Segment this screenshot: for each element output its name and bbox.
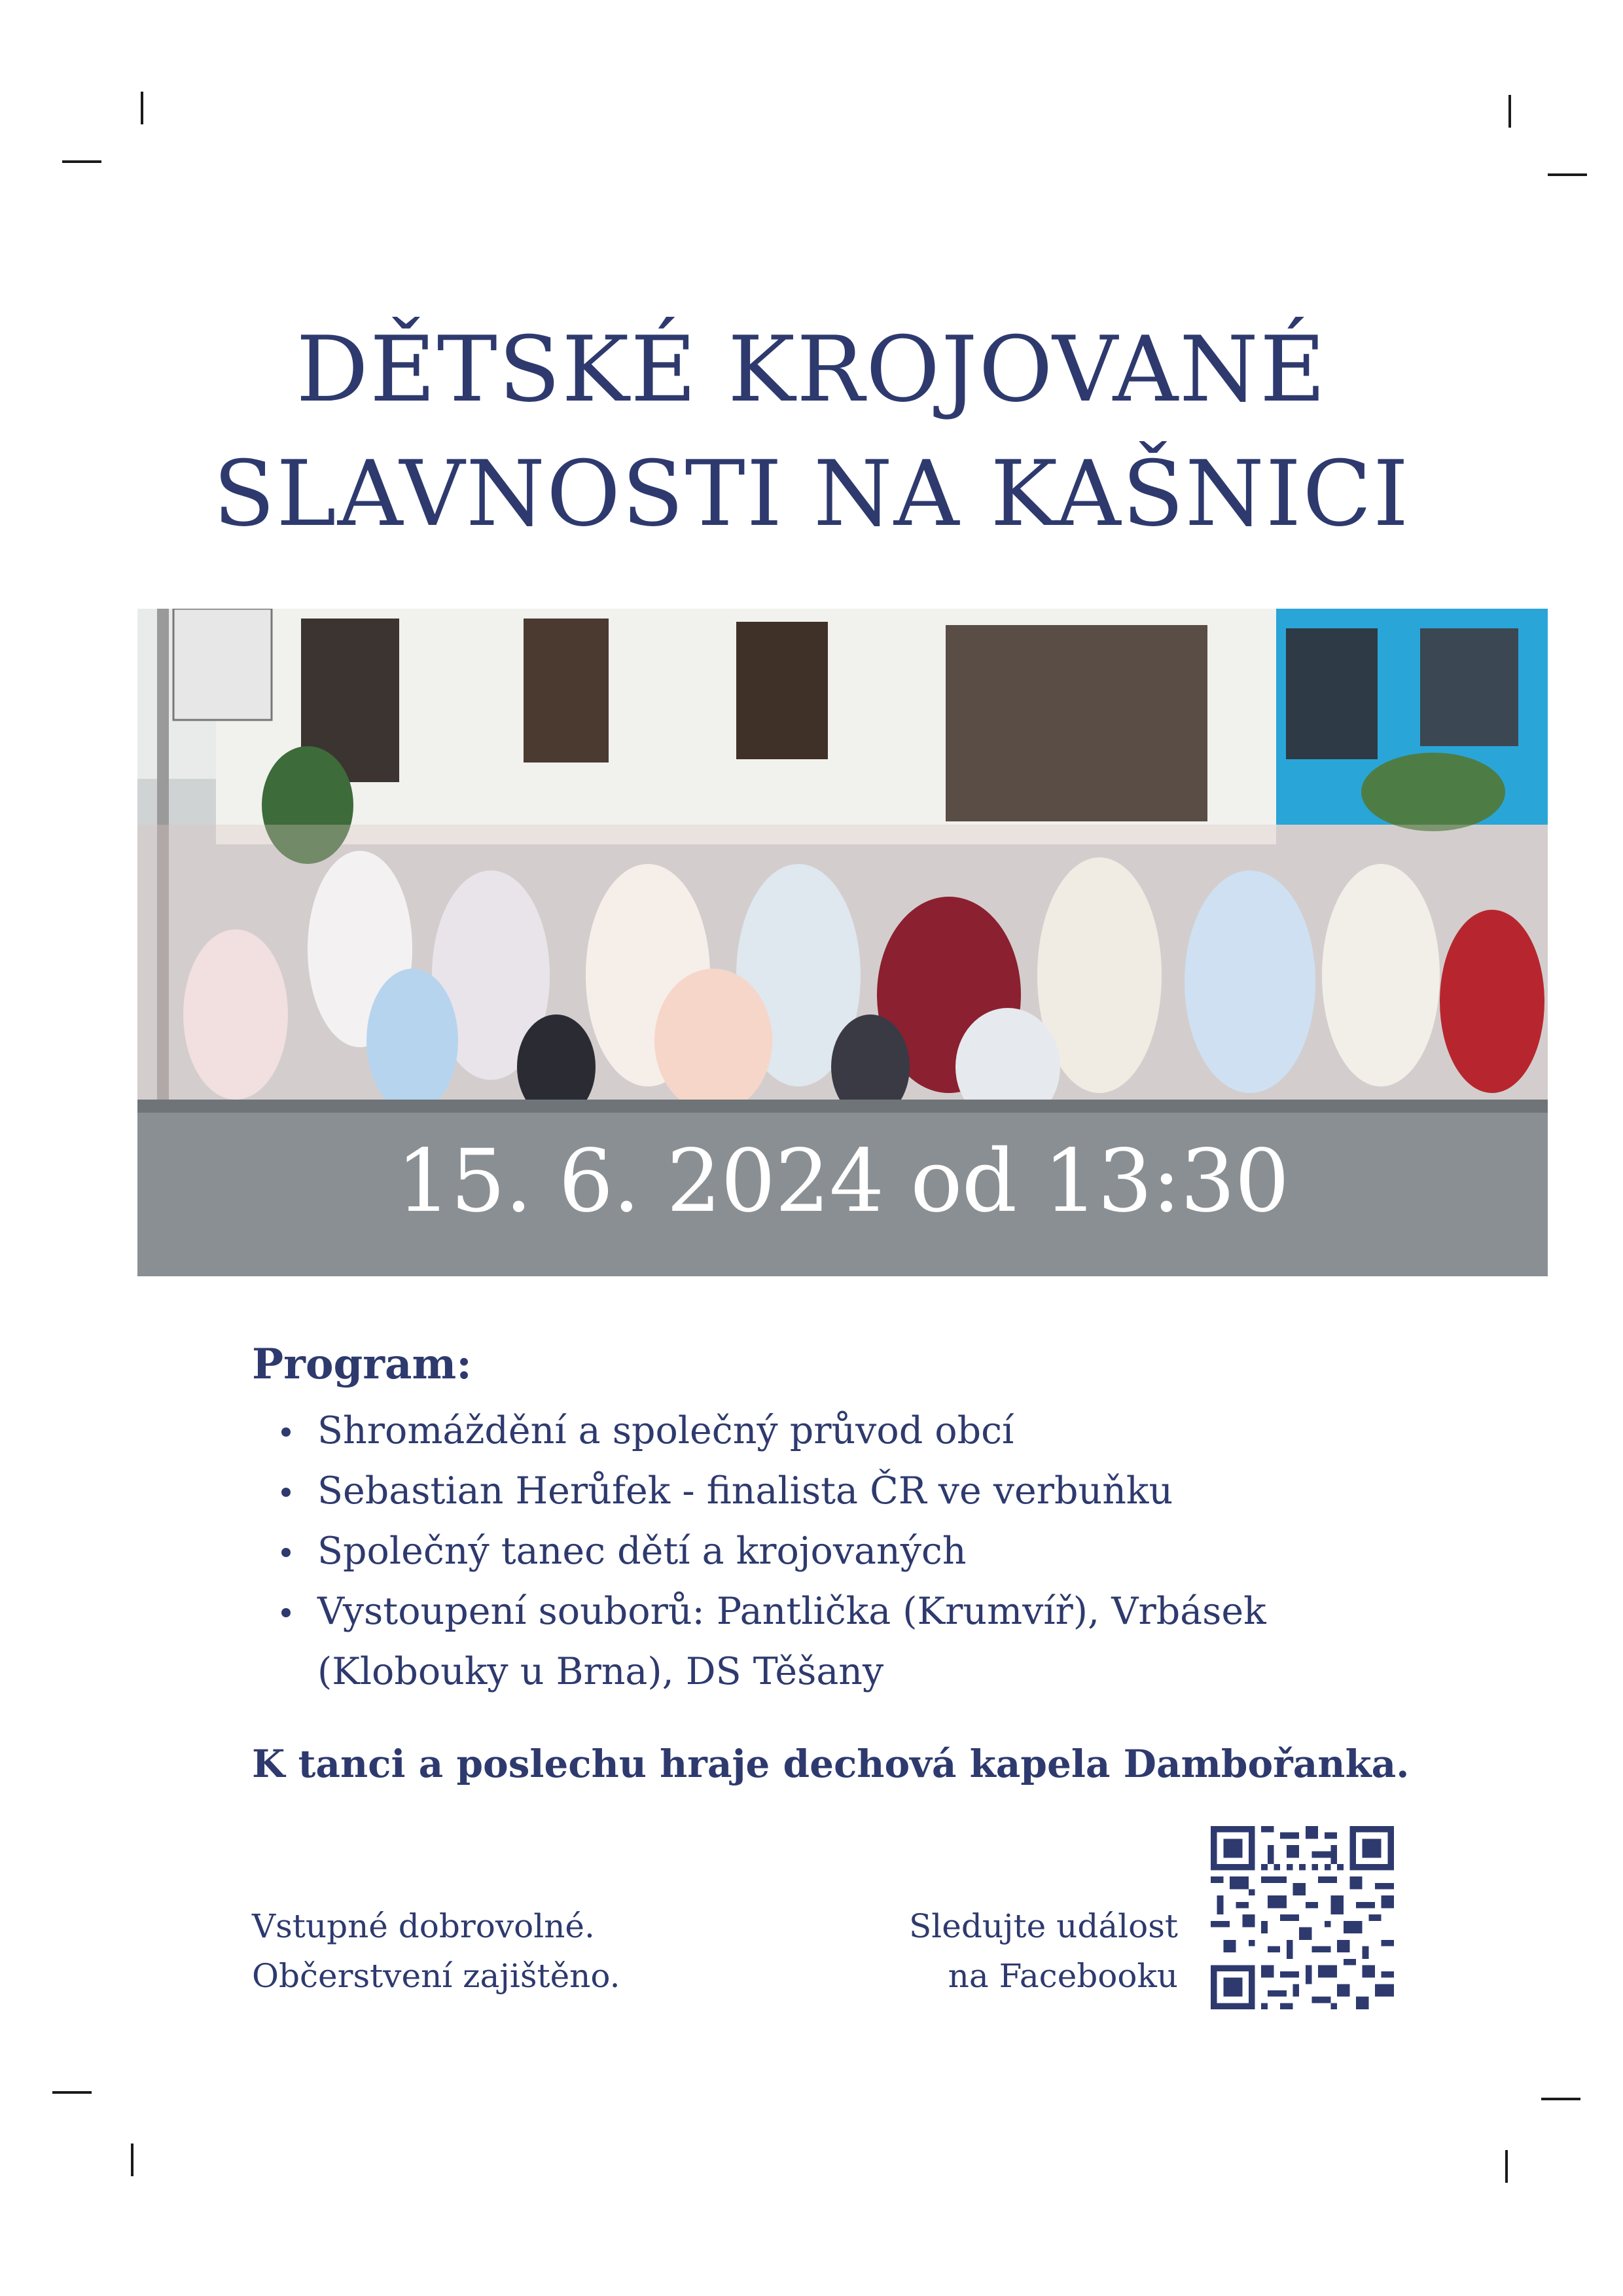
- crop-mark-top-right-vertical: [1508, 95, 1511, 128]
- program-item-text: Shromáždění a společný průvod obcí: [317, 1409, 1014, 1452]
- program-item: [281, 1581, 1459, 1702]
- crop-mark-top-left-vertical: [141, 92, 143, 124]
- refreshments-note: Občerstvení zajištěno.: [252, 1957, 620, 1995]
- poster-title: [0, 308, 1623, 556]
- program-item-text: Sebastian Herůfek - finalista ČR ve verbuňku: [317, 1469, 1173, 1513]
- poster-title-line-1: DĚTSKÉ KROJOVANÉ: [296, 317, 1327, 422]
- qr-code-icon[interactable]: [1211, 1826, 1394, 2009]
- facebook-note: [825, 1901, 1178, 2001]
- crop-mark-bottom-right-vertical: [1505, 2150, 1508, 2183]
- program-item-text: Společný tanec dětí a krojovaných: [317, 1530, 967, 1573]
- program-item-text: Vystoupení souborů: Pantlička (Krumvíř), Vrbásek (Klobouky u Brna), DS Těšany: [317, 1590, 1266, 1693]
- program-item: [281, 1521, 1459, 1581]
- program-item: [281, 1401, 1459, 1461]
- crop-mark-bottom-right-horizontal: [1541, 2098, 1580, 2100]
- bullet-icon: [281, 1548, 291, 1557]
- bullet-icon: [281, 1608, 291, 1617]
- program-heading: Program:: [252, 1340, 472, 1389]
- band-note: K tanci a poslechu hraje dechová kapela Dambořanka.: [252, 1742, 1410, 1786]
- program-list: [281, 1401, 1459, 1702]
- bullet-icon: [281, 1427, 291, 1437]
- bullet-icon: [281, 1488, 291, 1497]
- program-item: [281, 1461, 1459, 1521]
- facebook-note-line-2: na Facebooku: [948, 1957, 1178, 1995]
- crop-mark-bottom-left-vertical: [131, 2144, 134, 2176]
- footer-info: [252, 1901, 620, 2001]
- admission-note: Vstupné dobrovolné.: [252, 1907, 595, 1945]
- event-photo: [137, 609, 1548, 1276]
- facebook-note-line-1: Sledujte událost: [909, 1907, 1178, 1945]
- event-date-time: 15. 6. 2024 od 13:30: [396, 1131, 1289, 1232]
- crop-mark-top-right-horizontal: [1548, 173, 1587, 176]
- crop-mark-bottom-left-horizontal: [52, 2091, 92, 2094]
- poster-title-line-2: SLAVNOSTI NA KAŠNICI: [213, 441, 1410, 547]
- crop-mark-top-left-horizontal: [62, 160, 101, 163]
